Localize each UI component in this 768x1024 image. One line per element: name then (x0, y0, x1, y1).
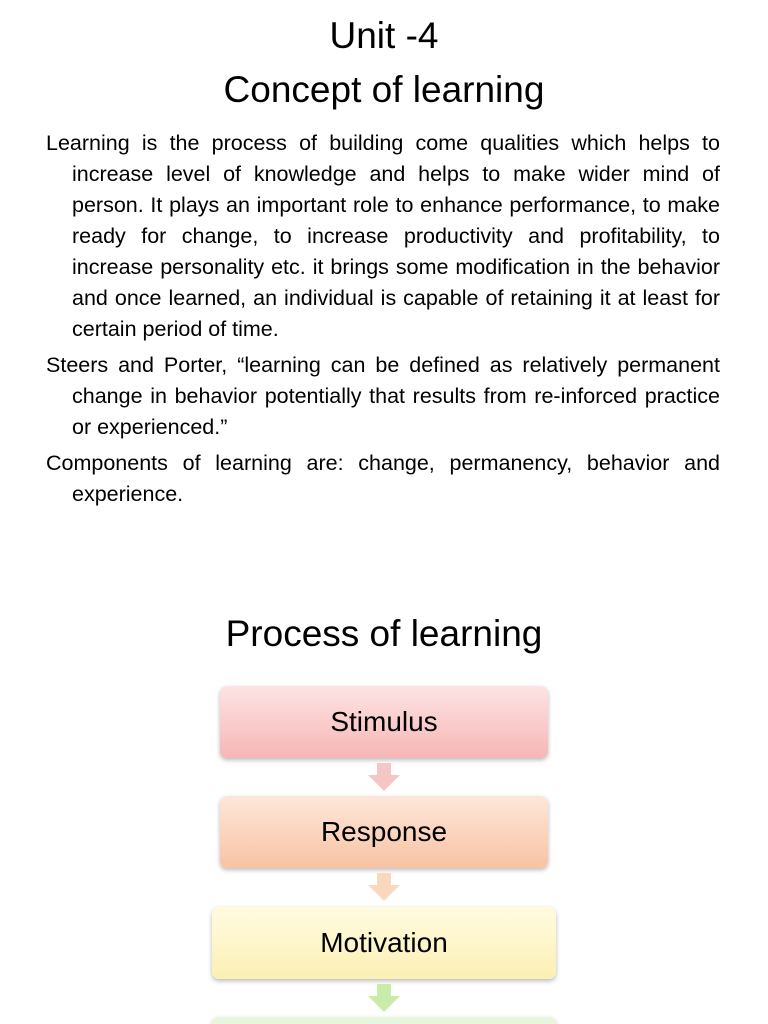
flow-step-stimulus (220, 686, 548, 758)
paragraph-components: Components of learning are: change, permanency, behavior and experience. (46, 451, 720, 506)
concept-title: Concept of learning (223, 69, 545, 110)
paragraph-definition: Learning is the process of building come qualities which helps to increase level of knowledge and helps to make wider mind of person. It plays an important role to enhance performance, to make ready for change, to increase productivity and profitability, to increase personality etc. it brings some modification in the behavior and once learned, an individual is capable of retaining it at least for certain period of time. (46, 131, 720, 341)
body-text (46, 128, 720, 515)
flow-step-response (220, 796, 548, 868)
flow-step-label: Stimulus (330, 706, 438, 737)
down-arrow-icon (368, 763, 400, 791)
flow-step-label: Motivation (320, 927, 448, 958)
process-title: Process of learning (225, 613, 543, 654)
unit-title: Unit -4 (329, 15, 439, 56)
flow-step-label: Response (320, 816, 448, 847)
paragraph-steers-porter: Steers and Porter, “learning can be defined as relatively permanent change in behavior potentially that results from re-inforced practice or experienced.” (46, 353, 720, 439)
flow-step-next (212, 1017, 556, 1024)
down-arrow-icon (368, 984, 400, 1012)
down-arrow-icon (368, 873, 400, 901)
flow-step-motivation (212, 907, 556, 979)
